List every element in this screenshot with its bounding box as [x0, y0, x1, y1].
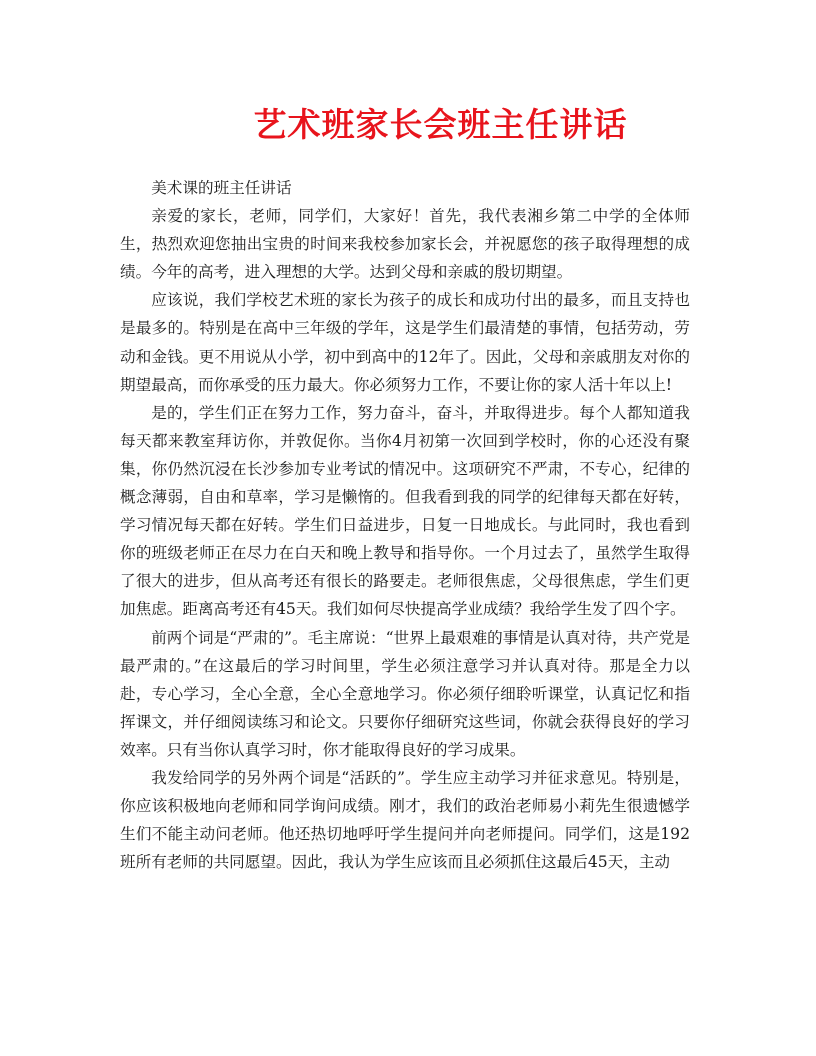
body-paragraph: 应该说，我们学校艺术班的家长为孩子的成长和成功付出的最多，而且支持也是最多的。特别是在高中三年级的学年，这是学生们最清楚的事情，包括劳动，劳动和金钱。更不用说从小学，初中到高中的12年了。因此，父母和亲戚朋友对你的期望最高，而你承受的压力最大。你必须努力工作，不要让你的家人活十年以上!: [120, 291, 690, 394]
body-paragraph: 亲爱的家长，老师，同学们，大家好！首先，我代表湘乡第二中学的全体师生，热烈欢迎您抽出宝贵的时间来我校参加家长会，并祝愿您的孩子取得理想的成绩。今年的高考，进入理想的大学。达到父母和亲戚的殷切期望。: [120, 207, 690, 282]
document-body: [120, 174, 690, 876]
body-paragraph: 美术课的班主任讲话: [151, 179, 292, 197]
body-paragraph: 是的，学生们正在努力工作，努力奋斗，奋斗，并取得进步。每个人都知道我每天都来教室拜访你，并敦促你。当你4月初第一次回到学校时，你的心还没有聚集，你仍然沉浸在长沙参加专业考试的情况中。这项研究不严肃，不专心，纪律的概念薄弱，自由和草率，学习是懒惰的。但我看到我的同学的纪律每天都在好转，学习情况每天都在好转。学生们日益进步，日复一日地成长。与此同时，我也看到你的班级老师正在尽力在白天和晚上教导和指导你。一个月过去了，虽然学生取得了很大的进步，但从高考还有很长的路要走。老师很焦虑，父母很焦虑，学生们更加焦虑。距离高考还有45天。我们如何尽快提高学业成绩？我给学生发了四个字。: [120, 403, 690, 619]
body-paragraph: 我发给同学的另外两个词是“活跃的”。学生应主动学习并征求意见。特别是，你应该积极地向老师和同学询问成绩。刚才，我们的政治老师易小莉先生很遗憾学生们不能主动问老师。他还热切地呼吁学生提问并向老师提问。同学们，这是192班所有老师的共同愿望。因此，我认为学生应该而且必须抓住这最后45天，主动: [120, 768, 690, 872]
body-paragraph: 前两个词是“严肃的”。毛主席说：“世界上最艰难的事情是认真对待，共产党是最严肃的。”在这最后的学习时间里，学生必须注意学习并认真对待。那是全力以赴，专心学习，全心全意，全心全意地学习。你必须仔细聆听课堂，认真记忆和指挥课文，并仔细阅读练习和论文。只要你仔细研究这些词，你就会获得良好的学习效率。只有当你认真学习时，你才能取得良好的学习成果。: [120, 628, 690, 759]
document-title: 艺术班家长会班主任讲话: [253, 105, 628, 144]
